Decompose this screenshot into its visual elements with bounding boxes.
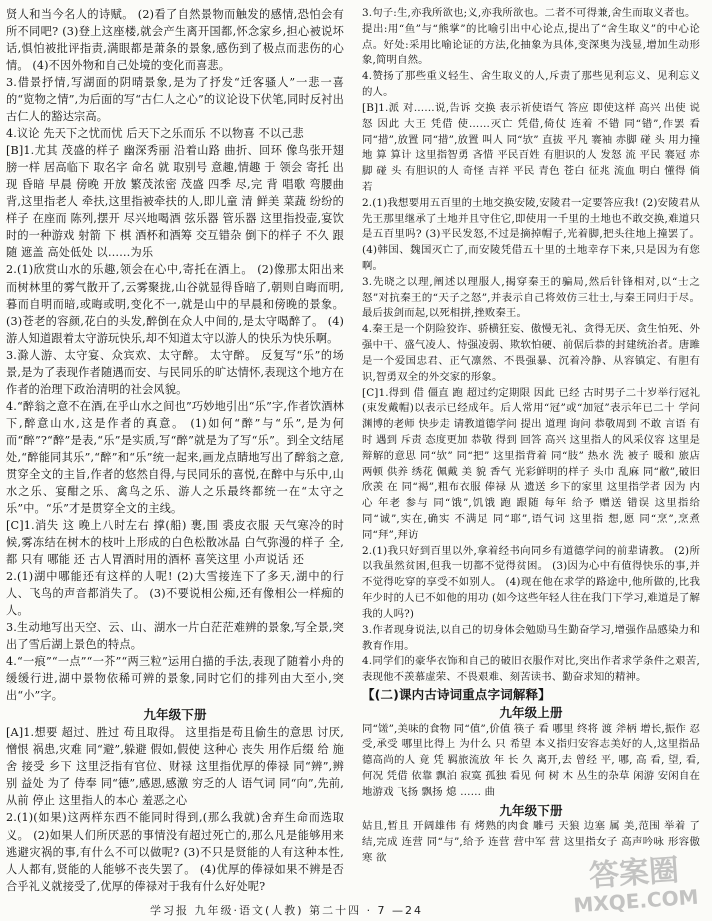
answer-paragraph: 3.作者现身说法,以自己的切身体会勉励马生勤奋学习,增强作品感染力和教育作用。 — [362, 623, 700, 652]
page-footer: 学习报 九年级·语文(人教) 第二十四 · 7 —24 — [150, 904, 424, 917]
section-heading: 九年级上册 — [499, 704, 563, 720]
answer-paragraph: 2.(1)我想要用五百里的土地交换安陵,安陵君一定要答应我! (2)安陵君从先王那里继承了土地并且守住它,即使用一千里的土地也不敢交换,难道只是五百里吗? (3)平民发怒,不过是摘掉帽子,光着脚,把头往地上撞罢了。 (4)韩国、魏国灭亡了,而安陵凭借五十里的土地幸存下来,只是因为有您啊。 — [362, 196, 700, 272]
section-heading: 九年级下册 — [143, 707, 207, 723]
answer-paragraph: 4.赞扬了那些重义轻生、舍生取义的人,斥责了那些见利忘义、见利忘义的人。 — [362, 70, 700, 99]
answer-paragraph: 3.滁人游、太守宴、众宾欢、太守醉。 太守醉。 反复写“乐”的场景,是为了表现作者随遇而安、与民同乐的旷达情怀,表现这个地方在作者的治理下政治清明的社会风貌。 — [6, 348, 344, 396]
answer-paragraph: 3.句子:生,亦我所欲也;义,亦我所欲也。二者不可得兼,舍生而取义者也。 — [362, 7, 696, 19]
answer-paragraph: [B]1.派 对……说,告诉 交换 表示祈使语气 答应 即使这样 高兴 出使 说 怒 因此 大王 凭借 使……灭亡 凭借,倚仗 连着 不错 同“错”,作罢 看 同“措”,放置 同“措”,放置 叫人 同“欤” 直拔 平凡 褰袖 赤脚 碰 头 用力撞地 算 算计 这里指智勇 吝惜 平民百姓 有胆识的人 发怒 流 平民 褰冠 赤脚 碰 头 有胆识的人 奇怪 吉祥 平民 青色 苍白 征兆 流血 明白 懂得 倘若 — [362, 101, 700, 193]
answer-paragraph: 同“馐”,美味的食物 同“值”,价值 筷子 看 哪里 终将 渡 斧柄 增长,振作 忍受,承受 哪里比得上 为什么 只 希望 本义指归安容志美好的人,这里指品德高尚的人 竟 凭 羁旅流放 年 长 久 离开,去 曾经 平, 哪, 高 看, 望, 看, 何况 凭借 依靠 飘泊 寂寞 孤独 看见 何 树 木 丛生的杂草 闲游 安闲自在地游戏 飞扬 飘扬 熄 …… 曲 — [362, 722, 700, 798]
answer-paragraph: 提出:用“鱼”与“熊掌”的比喻引出中心论点,提出了“舍生取义”的中心论点。好处:采用比喻论证的方法,化抽象为具体,变深奥为浅显,增加生动形象,简明自然。 — [362, 22, 700, 67]
left-column — [6, 6, 344, 895]
answer-paragraph: 3.借景抒情,写湖面的阴晴景象,是为了抒发“迁客骚人”一悲一喜的“览物之情”,为后面的写“古仁人之心”的议论设下伏笔,同时反衬出古仁人的豁达宗高。 — [6, 76, 344, 124]
answer-paragraph: [C]1.得到 借 僵直 跑 超过约定期限 因此 已经 古时男子二十岁举行冠礼(束发戴帽)以表示已经成年。后人常用“冠”或“加冠”表示年已二十 学问渊博的老师 快步走 请教道德学问 提出 道理 询问 恭敬周到 不敢 言语 有时 遇到 斥责 态度更加 恭敬 得到 回答 高兴 这里指人的风采仪容 这里是辩解的意思 同“欤” 同“把” 这里指背着 同“肢” 热水 洗 被子 暖和 旅店 两顿 供养 绣花 佩戴 美 貌 香气 光彩鲜明的样子 头巾 乱麻 同“敝”,破旧 欣羡 在 同“褐”,粗布衣服 俸禄 从 遗送 乡下的家里 这里指学者 因为 内心 年老 参与 同“饿”,饥饿 跑 跟随 每年 给予 赠送 错误 这里指给 同“诚”,实在,确实 不满足 同“耶”,语气词 这里指 想,愿 同“烹”,烹煮 同“拜”,拜访 — [362, 386, 700, 541]
answer-paragraph: [A]1.想要 超过、胜过 苟且取得。 这里指是苟且偷生的意思 讨厌,憎恨 祸患,灾难 同“避”,躲避 假如,假使 这种心 丧失 用作后缀 给 施舍 接受 乡下 这里泛指有官位、财禄 这里指优厚的俸禄 同“辨”,辨别 益处 为了 侍奉 同“德”,感恩,感激 穷乏的人 语气词 同“向”,先前,从前 停止 这里指人的本心 羞恶之心 — [6, 726, 344, 808]
answer-paragraph: [B]1.尤其 茂盛的样子 幽深秀丽 沿着山路 曲折、回环 像鸟张开翅膀一样 居高临下 取名字 命名 就 取别号 意趣,情趣 于 领会 寄托 出现 昏暗 早晨 傍晚 开放 繁茂浓密 茂盛 四季 尽,完 背 唱歌 弯腰曲背,这里指老人 牵扶,这里指被牵扶的人,即儿童 清 鲜美 菜蔬 纷纷的样子 在座而 陈列,摆开 尽兴地喝酒 弦乐器 管乐器 这里指投壶,宴饮时的一种游戏 射箭 下 棋 酒杯和酒筹 交互错杂 倒下的样子 不久 跟随 遮盖 高处低处 以……为乐 — [6, 144, 344, 260]
answer-paragraph: 4.“一痕”“一点”“一芥”“两三粒”运用白描的手法,表现了随着小舟的缓缓行进,湖中景物依稀可辨的景象,同时它们的排列由大至小,突出“小”字。 — [6, 655, 344, 703]
right-column — [362, 6, 700, 867]
answer-paragraph: 2.(1)我只好到百里以外,拿着经书向同乡有道德学问的前辈请教。 (2)所以我虽然贫困,但我一切都不觉得贫困。 (3)因为心中有值得快乐的事,并不觉得吃穿的享受不如别人。 (4)现在他在求学的路途中,他所做的,比我年少时的人已不如他的用功 (如今这些年轻人往在我门下学习,难道是了解我的人吗?) — [362, 544, 700, 620]
answer-paragraph: 贤人和当今名人的诗赋。 (2)看了自然景物而触发的感情,恐怕会有所不同吧? (3)登上这座楼,就会产生离开国都,怀念家乡,担心被说坏话,惧怕被批评指责,满眼都是萧条的景象,感伤到了极点而悲伤的心情。 (4)不因外物和自己处境的变化而喜悲。 — [6, 8, 344, 73]
watermark-logo — [558, 853, 712, 921]
answer-paragraph: 姑且,暂且 开阔雄伟 有 烤熟的肉食 雕弓 天狼 边塞 属 美,范围 举着 了结,完成 连营 同“与”,给予 连营 营中军 营 这里指女子 高声吟咏 形容傲寒 欲 — [362, 820, 700, 865]
answer-paragraph: 4.同学们的豪华衣饰和自己的破旧衣服作对比,突出作者求学条件之艰苦,表现他不羡慕虚荣、不畏艰难、刻苦读书、勤奋求知的精神。 — [362, 655, 700, 684]
poetry-vocab-heading: 【(二)课内古诗词重点字词解释】 — [362, 686, 551, 702]
answer-paragraph: 2.(1)(如果)这两样东西不能同时得到,(那么我就)舍弃生命而选取义。 (2)如果人们所厌恶的事情没有超过死亡的,那么凡是能够用来逃避灾祸的事,有什么不可以做呢? (3)不只是贤能的人有这种本性,人人都有,贤能的人能够不丧失罢了。 (4)优厚的俸禄如果不辨是否合乎礼义就接受了,优厚的俸禄对于我有什么好处呢? — [6, 811, 344, 893]
answer-paragraph: 3.生动地写出天空、云、山、湖水一片白茫茫难辨的景象,写全景,突出了雪后湖上景色的特点。 — [6, 621, 344, 652]
answer-paragraph: 2.(1)湖中哪能还有这样的人呢! (2)大雪接连下了多天,湖中的行人、飞鸟的声音都消失了。 (3)不要说相公痴,还有像相公一样痴的人。 — [6, 570, 344, 618]
answer-paragraph: 2.(1)欣赏山水的乐趣,领会在心中,寄托在酒上。 (2)像那太阳出来而树林里的雾气散开了,云雾聚拢,山谷就显得昏暗了,朝则自晦而明,暮而自明而暗,或晦或明,变化不一,就是山中的早晨和傍晚的景象。 (3)苍老的容颜,花白的头发,醉倒在众人中间的,是太守喝醉了。 (4)游人知道跟着太守游玩快乐,却不知道太守以游人的快乐为快乐啊。 — [6, 263, 344, 345]
watermark-main: 答案圈 — [587, 852, 681, 895]
watermark-sub: MXQE.COM — [572, 884, 700, 918]
answer-paragraph: 3.先晓之以理,阐述以理服人,揭穿秦王的骗局,然后针锋相对,以“士之怒”对抗秦王的“天子之怒”,并表示自己将效仿三壮士,与秦王同归于尽。最后拔剑而起,以死相拼,挫败秦王。 — [362, 275, 700, 320]
section-heading: 九年级下册 — [499, 802, 563, 818]
answer-paragraph: 4.议论 先天下之忧而忧 后天下之乐而乐 不以物喜 不以己悲 — [6, 127, 304, 141]
answer-paragraph: 4.“醉翁之意不在酒,在乎山水之间也”巧妙地引出“乐”字,作者饮酒林下,醉意山水,这是作者的真意。 (1)如何“醉”与“乐”,是为何而“醉”?“醉”是表,“乐”是实质,写“醉”就是为了写“乐”。到全文结尾处,“醉能同其乐”,“醉”和“乐”统一起来,画龙点睛地写出了醉翁之意,贯穿全文的主旨,作者的悠然自得,与民同乐的喜悦,在醉中与乐中,山水之乐、宴酣之乐、禽鸟之乐、游人之乐最终都统一在“太守之乐”中。“乐”才是贯穿全文的主线。 — [6, 399, 344, 515]
answer-paragraph: [C]1.消失 这 晚上八时左右 撑(船) 裹,围 裘皮衣服 天气寒冷的时候,雾冻结在树木的枝叶上形成的白色松散冰晶 白气弥漫的样子 全,都 只有 哪能 还 古人胃酒时用的酒杯 喜笑这里 小声说话 还 — [6, 518, 344, 566]
answer-paragraph: 4.秦王是一个阴险狡诈、骄横狂妄、傲慢无礼、贪得无厌、贪生怕死、外强中干、盛气凌人、恃强凌弱、欺软怕硬、前倨后恭的封建统治者。唐雎是一个爱国忠君、正气凛然、不畏强暴、沉着冷静、从容镇定、有胆有识,智勇双全的外交家的形象。 — [362, 323, 700, 383]
